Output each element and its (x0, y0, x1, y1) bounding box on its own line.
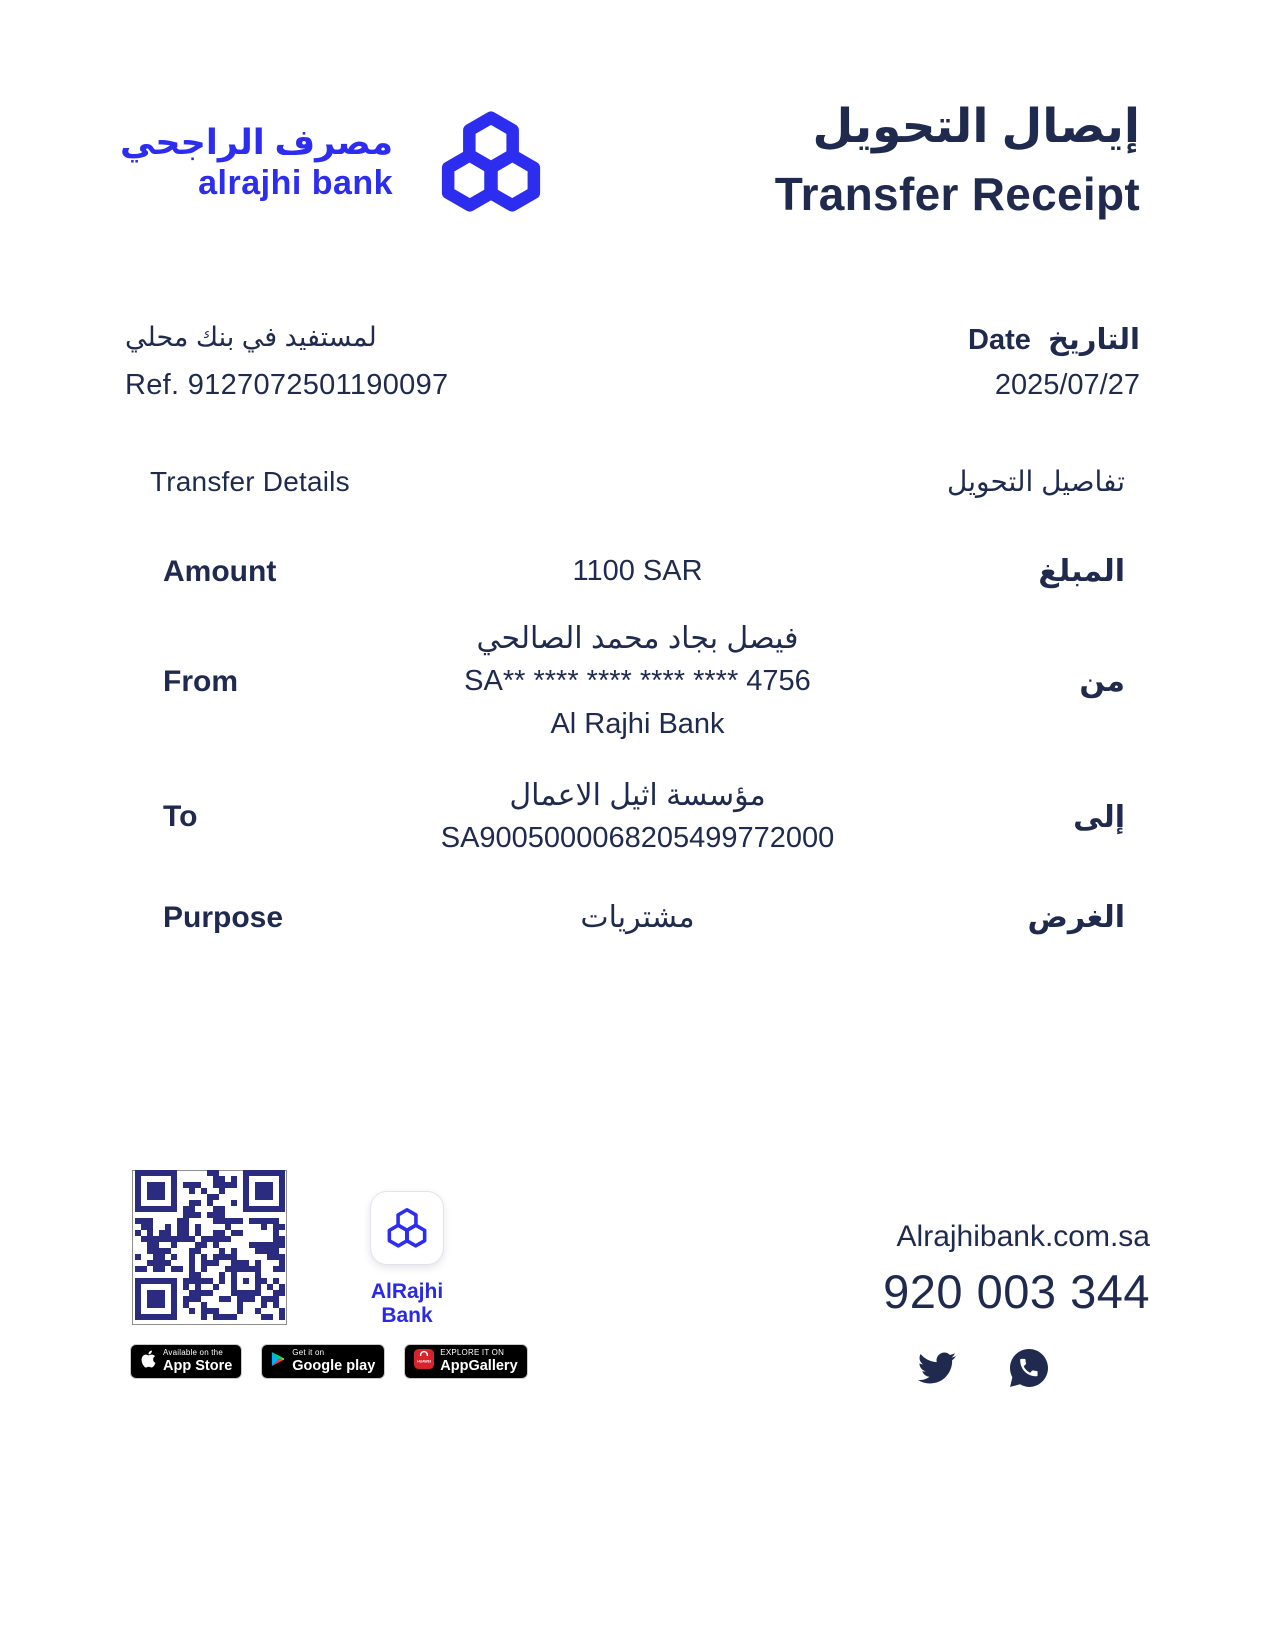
beneficiary-block (125, 322, 448, 402)
sender-masked-account: SA** **** **** **** **** 4756 (464, 665, 811, 697)
badge-top-text: Get it on (292, 1348, 325, 1358)
meta-row (0, 322, 1275, 402)
qr-code-modules (135, 1170, 285, 1325)
beneficiary-iban: SA9005000068205499772000 (440, 822, 835, 854)
alrajhi-hexagons-icon (439, 102, 543, 222)
amount-label-en: Amount (163, 554, 277, 588)
amount-row (150, 550, 1125, 593)
to-label-en: To (163, 800, 198, 833)
title-arabic: إيصال التحويل (812, 99, 1140, 152)
from-row (150, 617, 1125, 746)
date-label-english: Date (968, 324, 1031, 356)
purpose-label-ar: الغرض (1027, 901, 1125, 934)
logo-arabic-text: مصرف الراجحي (120, 122, 394, 162)
purpose-row (150, 896, 1125, 939)
alrajhi-app-icon (370, 1191, 444, 1265)
amount-label-ar: المبلغ (1038, 555, 1125, 588)
purpose-value (375, 896, 900, 939)
sender-name: فيصل بجاد محمد الصالحي (476, 622, 799, 655)
beneficiary-name: مؤسسة اثيل الاعمال (509, 779, 766, 812)
to-row (150, 774, 1125, 860)
google-play-badge[interactable] (261, 1344, 385, 1379)
twitter-icon[interactable] (914, 1349, 960, 1387)
sender-bank: Al Rajhi Bank (550, 708, 725, 740)
social-icons (785, 1349, 1150, 1387)
app-name-label: AlRajhi Bank (370, 1280, 444, 1327)
details-heading-arabic: تفاصيل التحويل (947, 466, 1125, 497)
purpose-label-en: Purpose (163, 900, 284, 934)
badge-top-text: EXPLORE IT ON (440, 1348, 505, 1358)
apple-icon (140, 1349, 157, 1374)
huawei-appgallery-icon (414, 1349, 434, 1374)
beneficiary-note: لمستفيد في بنك محلي (125, 322, 377, 352)
badge-bottom-text: App Store (163, 1358, 233, 1375)
qr-code (132, 1170, 287, 1325)
amount-value (375, 550, 900, 593)
footer (125, 1115, 1150, 1535)
whatsapp-icon[interactable] (1010, 1349, 1048, 1387)
details-heading-english: Transfer Details (150, 466, 350, 497)
header (0, 0, 1275, 222)
google-play-icon (271, 1351, 286, 1372)
alrajhi-bank-logo (120, 102, 543, 222)
page-title (774, 99, 1140, 220)
date-block (968, 322, 1140, 402)
transfer-details-section (0, 465, 1275, 939)
purpose-text: مشتريات (580, 901, 695, 934)
appgallery-badge[interactable] (404, 1344, 527, 1379)
app-store-badge[interactable] (130, 1344, 242, 1379)
badge-bottom-text: Google play (292, 1358, 376, 1375)
to-label-ar: إلى (1073, 800, 1125, 834)
amount-text: 1100 SAR (572, 555, 703, 587)
badge-top-text: Available on the (163, 1348, 223, 1358)
date-label (968, 322, 1140, 357)
app-promo (343, 1191, 471, 1328)
website-url: Alrajhibank.com.sa (896, 1220, 1150, 1253)
to-value (375, 774, 900, 860)
reference-number: Ref. 9127072501190097 (125, 369, 449, 401)
logo-latin-text: alrajhi bank (198, 163, 394, 202)
details-heading (150, 465, 1125, 498)
date-label-arabic: التاريخ (1047, 324, 1140, 356)
contact-block (785, 1220, 1150, 1387)
phone-number: 920 003 344 (883, 1265, 1150, 1318)
date-value: 2025/07/27 (994, 369, 1140, 401)
from-label-ar: من (1079, 665, 1125, 698)
from-label-en: From (163, 664, 238, 698)
store-badges (130, 1344, 528, 1379)
from-value (375, 617, 900, 746)
svg-text:HUAWEI: HUAWEI (417, 1359, 432, 1364)
title-english: Transfer Receipt (774, 168, 1140, 220)
badge-bottom-text: AppGallery (440, 1358, 518, 1375)
logo-wordmark (120, 122, 394, 202)
